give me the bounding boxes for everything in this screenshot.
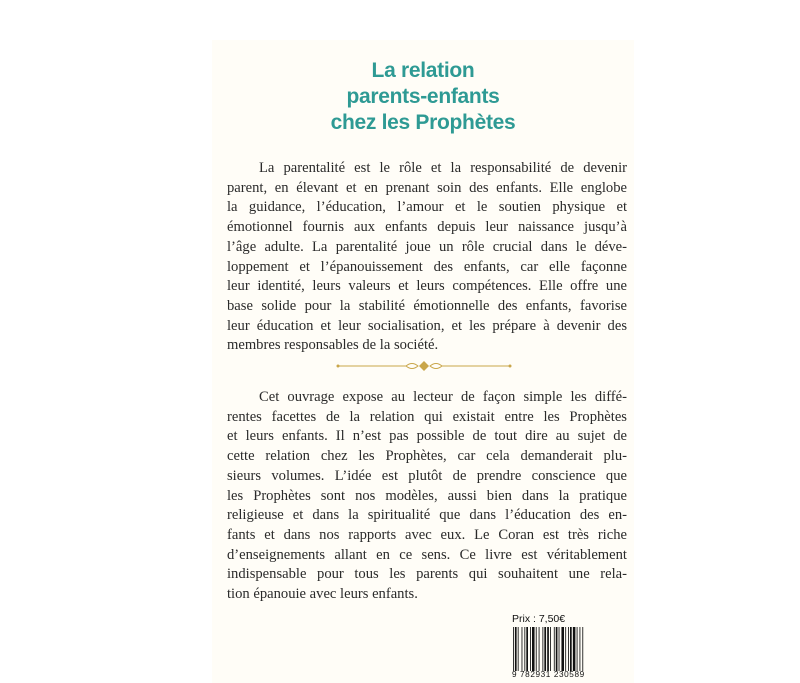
text-line: leur identité, leurs valeurs et leurs compétences. Elle offre une — [227, 278, 627, 295]
ornament-divider — [336, 359, 512, 373]
text-line: membres responsables de la société. — [227, 337, 439, 354]
title-line-2: parents-enfants — [346, 85, 500, 108]
text-line: émotionnel fournis aux enfants depuis leur naissance jusqu’à — [227, 219, 627, 236]
text-line: parent, en élevant et en prenant soin des enfants. Elle englobe — [227, 179, 627, 196]
text-line: loppement et l’épanouissement des enfants, car elle façonne — [227, 258, 627, 275]
text-line: et leurs enfants. Il n’est pas possible de tout dire au sujet de — [227, 428, 627, 445]
text-line: les Prophètes sont nos modèles, aussi bien dans la pratique — [227, 487, 627, 504]
text-line: religieuse et dans la spiritualité que dans l’éducation des en- — [227, 507, 627, 524]
text-line: La parentalité est le rôle et la responsabilité de devenir — [259, 160, 627, 176]
description-paragraph-1 — [227, 159, 627, 356]
text-line: l’âge adulte. La parentalité joue un rôle crucial dans le déve- — [227, 238, 627, 255]
text-line: rentes facettes de la relation qui existait entre les Prophètes — [227, 408, 627, 425]
text-line: leur éducation et leur socialisation, et les prépare à devenir des — [227, 317, 627, 334]
text-line: fants et dans nos rapports avec eux. Le Coran est très riche — [227, 526, 627, 543]
text-line: indispensable pour tous les parents qui souhaitent une rela- — [227, 566, 627, 583]
text-line: sieurs volumes. L’idée est plutôt de prendre conscience que — [227, 467, 627, 484]
text-line: Cet ouvrage expose au lecteur de façon simple les diffé- — [259, 389, 627, 405]
description-paragraph-2 — [227, 388, 627, 605]
text-line: d’enseignements allant en ce sens. Ce livre est véritablement — [227, 546, 627, 563]
text-line: tion épanouie avec leurs enfants. — [227, 586, 418, 603]
title-line-3: chez les Prophètes — [330, 111, 516, 134]
book-title — [212, 58, 634, 136]
text-line: cette relation chez les Prophètes, car cela demanderait plu- — [227, 448, 627, 465]
text-line: la guidance, l’éducation, l’amour et le soutien physique et — [227, 199, 627, 216]
barcode-icon — [512, 627, 600, 671]
title-line-1: La relation — [371, 59, 475, 82]
text-line: base solide pour la stabilité émotionnelle des enfants, favorise — [227, 297, 627, 314]
price-label: Prix : 7,50€ — [512, 613, 566, 625]
isbn-number: 9 782931 230589 — [512, 670, 585, 679]
